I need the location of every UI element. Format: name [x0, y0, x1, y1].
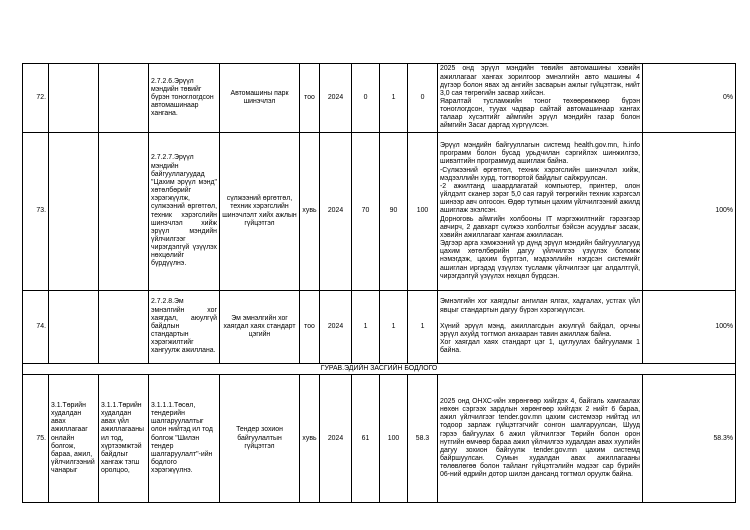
row-number: 73. [23, 133, 49, 291]
target-value-cell: 1 [380, 64, 408, 133]
percent-cell: 100% [643, 291, 736, 364]
percent-cell: 0% [643, 64, 736, 133]
table-row [23, 375, 736, 503]
percent-cell: 100% [643, 133, 736, 291]
base-value-cell: 1 [352, 291, 380, 364]
report-cell: 2025 онд эрүүл мэндийн төвийн автомашины хэвийн ажиллагааг хангах зорилгоор эмнэлгийн авто машины 4 дүгээр болон явах эд ангийн засварын ажлыг гүйцэтгэж, нийт 3,0 сая төгрөгийн засвар хийсэн. Яаралтай тусламжийн тоног төхөөрөмжөөр бүрэн тоноглогдсон, тууах чадвар сайтай автомашинаар хангах талаар хүсэлтийг аймгийн эрүүл мэндийн газар болон аймгийн Засаг даргад хүргүүлсэн. [438, 64, 643, 133]
row-number: 72. [23, 64, 49, 133]
unit-cell: тоо [300, 291, 320, 364]
report-table [22, 63, 736, 503]
unit-cell: тоо [300, 64, 320, 133]
base-value-cell: 0 [352, 64, 380, 133]
section-title: ГУРАВ.ЭДИЙН ЗАСГИЙН БОДЛОГО [23, 364, 736, 375]
row-number: 75. [23, 375, 49, 503]
report-cell: Эмнэлгийн хог хаягдлыг ангилан ялгах, хадгалах, устгах үйл явцыг стандартын дагуу бүрэн хэрэгжүүлсэн. Хүний эрүүл мэнд, ажиллагсдын аюулгүй байдал, орчны эрүүл ахуйд тогтмол анхааран тавин ажиллаж байна. Хог хаягдал хаях стандарт цэг 1, цуглуулах байгууламж 1 байна. [438, 291, 643, 364]
objective-cell [99, 291, 149, 364]
activity-cell: 2.7.2.8.Эм эмнэлгийн хог хаягдал, аюулгүй байдлын стандартын хэрэгжилтийг хангуулж ажиллана. [149, 291, 220, 364]
goal-cell: 3.1.Төрийн худалдан авах ажиллагааг онлайн болгож, бараа, ажил, үйлчилгээний чанарыг [49, 375, 99, 503]
section-header-row [23, 364, 736, 375]
activity-cell: 2.7.2.6.Эрүүл мэндийн төвийг бүрэн тоноглогдсон автомашинаар хангана. [149, 64, 220, 133]
table-row [23, 291, 736, 364]
actual-value-cell: 58.3 [408, 375, 438, 503]
goal-cell [49, 291, 99, 364]
report-cell: Эрүүл мэндийн байгууллагын системд health.gov.mn, h.info программ болон бусад урьдчилан сэргийлэх шинжилгээ, шивэлтийн программуд ашиглаж байна. -Сүлжээний өргөтгөл, техник хэрэгслийн шинэчлэл хийж, мэдээллийн хурд, тогтвортой байдлыг сайжруулсан. -2 ажилтанд шаардлагатай компьютер, принтер, олон үйлдэлт сканер зэрэг 5,0 сая гаруй төгрөгийн техник хэрэгсэл шинээр авч олгосон. Өдөр тутмын цахим үйлчилгээний ажилд ашиглаж эхэлсэн. Дорноговь аймгийн холбооны IT мэргэжилтнийг гэрээгээр авчирч, 2 давхарт сүлжээ холболтыг бэйсэн асуудлыг засаж, хэвийн ажиллагааг хангаж ажилласан. Эдгээр арга хэмжээний үр дүнд эрүүл мэндийн байгууллагууд цахим хөтөлбөрийн дагуу үйлчилгээ үзүүлэх боломж нэмэгдэж, цахим бүртгэл, мэдээллийн нэгдсэн системийг ашиглан иргэдэд үзүүлэх тусламж үйлчилгээг цаг алдалтгүй, чирэгдэлгүй үзүүлэх нөхцөл бүрдсэн. [438, 133, 643, 291]
objective-cell: 3.1.1.Төрийн худалдан авах үйл ажиллагааны ил тод, хүртээмжтэй байдлыг хангаж тэгш оролцоо, [99, 375, 149, 503]
actual-value-cell: 100 [408, 133, 438, 291]
year-cell: 2024 [320, 64, 352, 133]
year-cell: 2024 [320, 133, 352, 291]
activity-cell: 2.7.2.7.Эрүүл мэндийн байгууллагуудад "Цахим эрүүл мэнд" хөтөлбөрийг хэрэгжүүлж, сулжээний өргөтгөл, техник хэрэгслийн шинэчлэл хийж эрүүл мэндийн үйлчилгээг чирэгдэлгүй үзүүлэх нөхцөлийг бүрдүүлнэ. [149, 133, 220, 291]
unit-cell: хувь [300, 133, 320, 291]
row-number: 74. [23, 291, 49, 364]
actual-value-cell: 0 [408, 64, 438, 133]
unit-cell: хувь [300, 375, 320, 503]
indicator-cell: Эм эмнэлгийн хог хаягдал хаях стандарт цэгийн [220, 291, 300, 364]
indicator-cell: Тендер зохион байгуулалтын гүйцэтгэл [220, 375, 300, 503]
target-value-cell: 90 [380, 133, 408, 291]
objective-cell [99, 64, 149, 133]
table-row [23, 133, 736, 291]
year-cell: 2024 [320, 375, 352, 503]
goal-cell [49, 133, 99, 291]
base-value-cell: 61 [352, 375, 380, 503]
percent-cell: 58.3% [643, 375, 736, 503]
report-cell: 2025 онд ОНХС-ийн хөрөнгөөр хийгдэх 4, байгаль хамгаалах нөхөн сэргээх зардлын хөрөнгөөр хийгдэх 2 нийт 6 бараа, ажил үйлчилгээг tender.gov.mn цахим системээр нийтэд ил тодоор зарлаж гүйцэтгэгчийг сонгон шалгаруулсан, Шууд гэрээ байгуулах 6 ажил үйлчилгээг Төрийн болон орон нутгийн өмчөөр бараа ажил үйлчилгээ худалдан авах хуулийн дагуу зохион байгуулж tender.gov.mn цахим системд байршуулсан. Сумын худалдан авах ажиллагааны төлөвлөгөө болон тайланг гүйцэтгэлийн мэдээг сар бүрийн 06-ний өдрийн дотор шилэн дансанд тогтмол оруулж байна. [438, 375, 643, 503]
goal-cell [49, 64, 99, 133]
year-cell: 2024 [320, 291, 352, 364]
indicator-cell: Автомашины парк шинэчлэл [220, 64, 300, 133]
activity-cell: 3.1.1.1.Төсөл, тендерийн шалгаруулалтыг олон нийтэд ил тод болгож "Шилэн тендер шалгаруулалт"-ийн бодлого хэрэгжүүлнэ. [149, 375, 220, 503]
actual-value-cell: 1 [408, 291, 438, 364]
base-value-cell: 70 [352, 133, 380, 291]
table-row [23, 64, 736, 133]
indicator-cell: сүлжээний өргөтгөл, техник хэрэгслийн шинэчлэлт хийх ажлын гүйцэтгэл [220, 133, 300, 291]
target-value-cell: 100 [380, 375, 408, 503]
target-value-cell: 1 [380, 291, 408, 364]
objective-cell [99, 133, 149, 291]
